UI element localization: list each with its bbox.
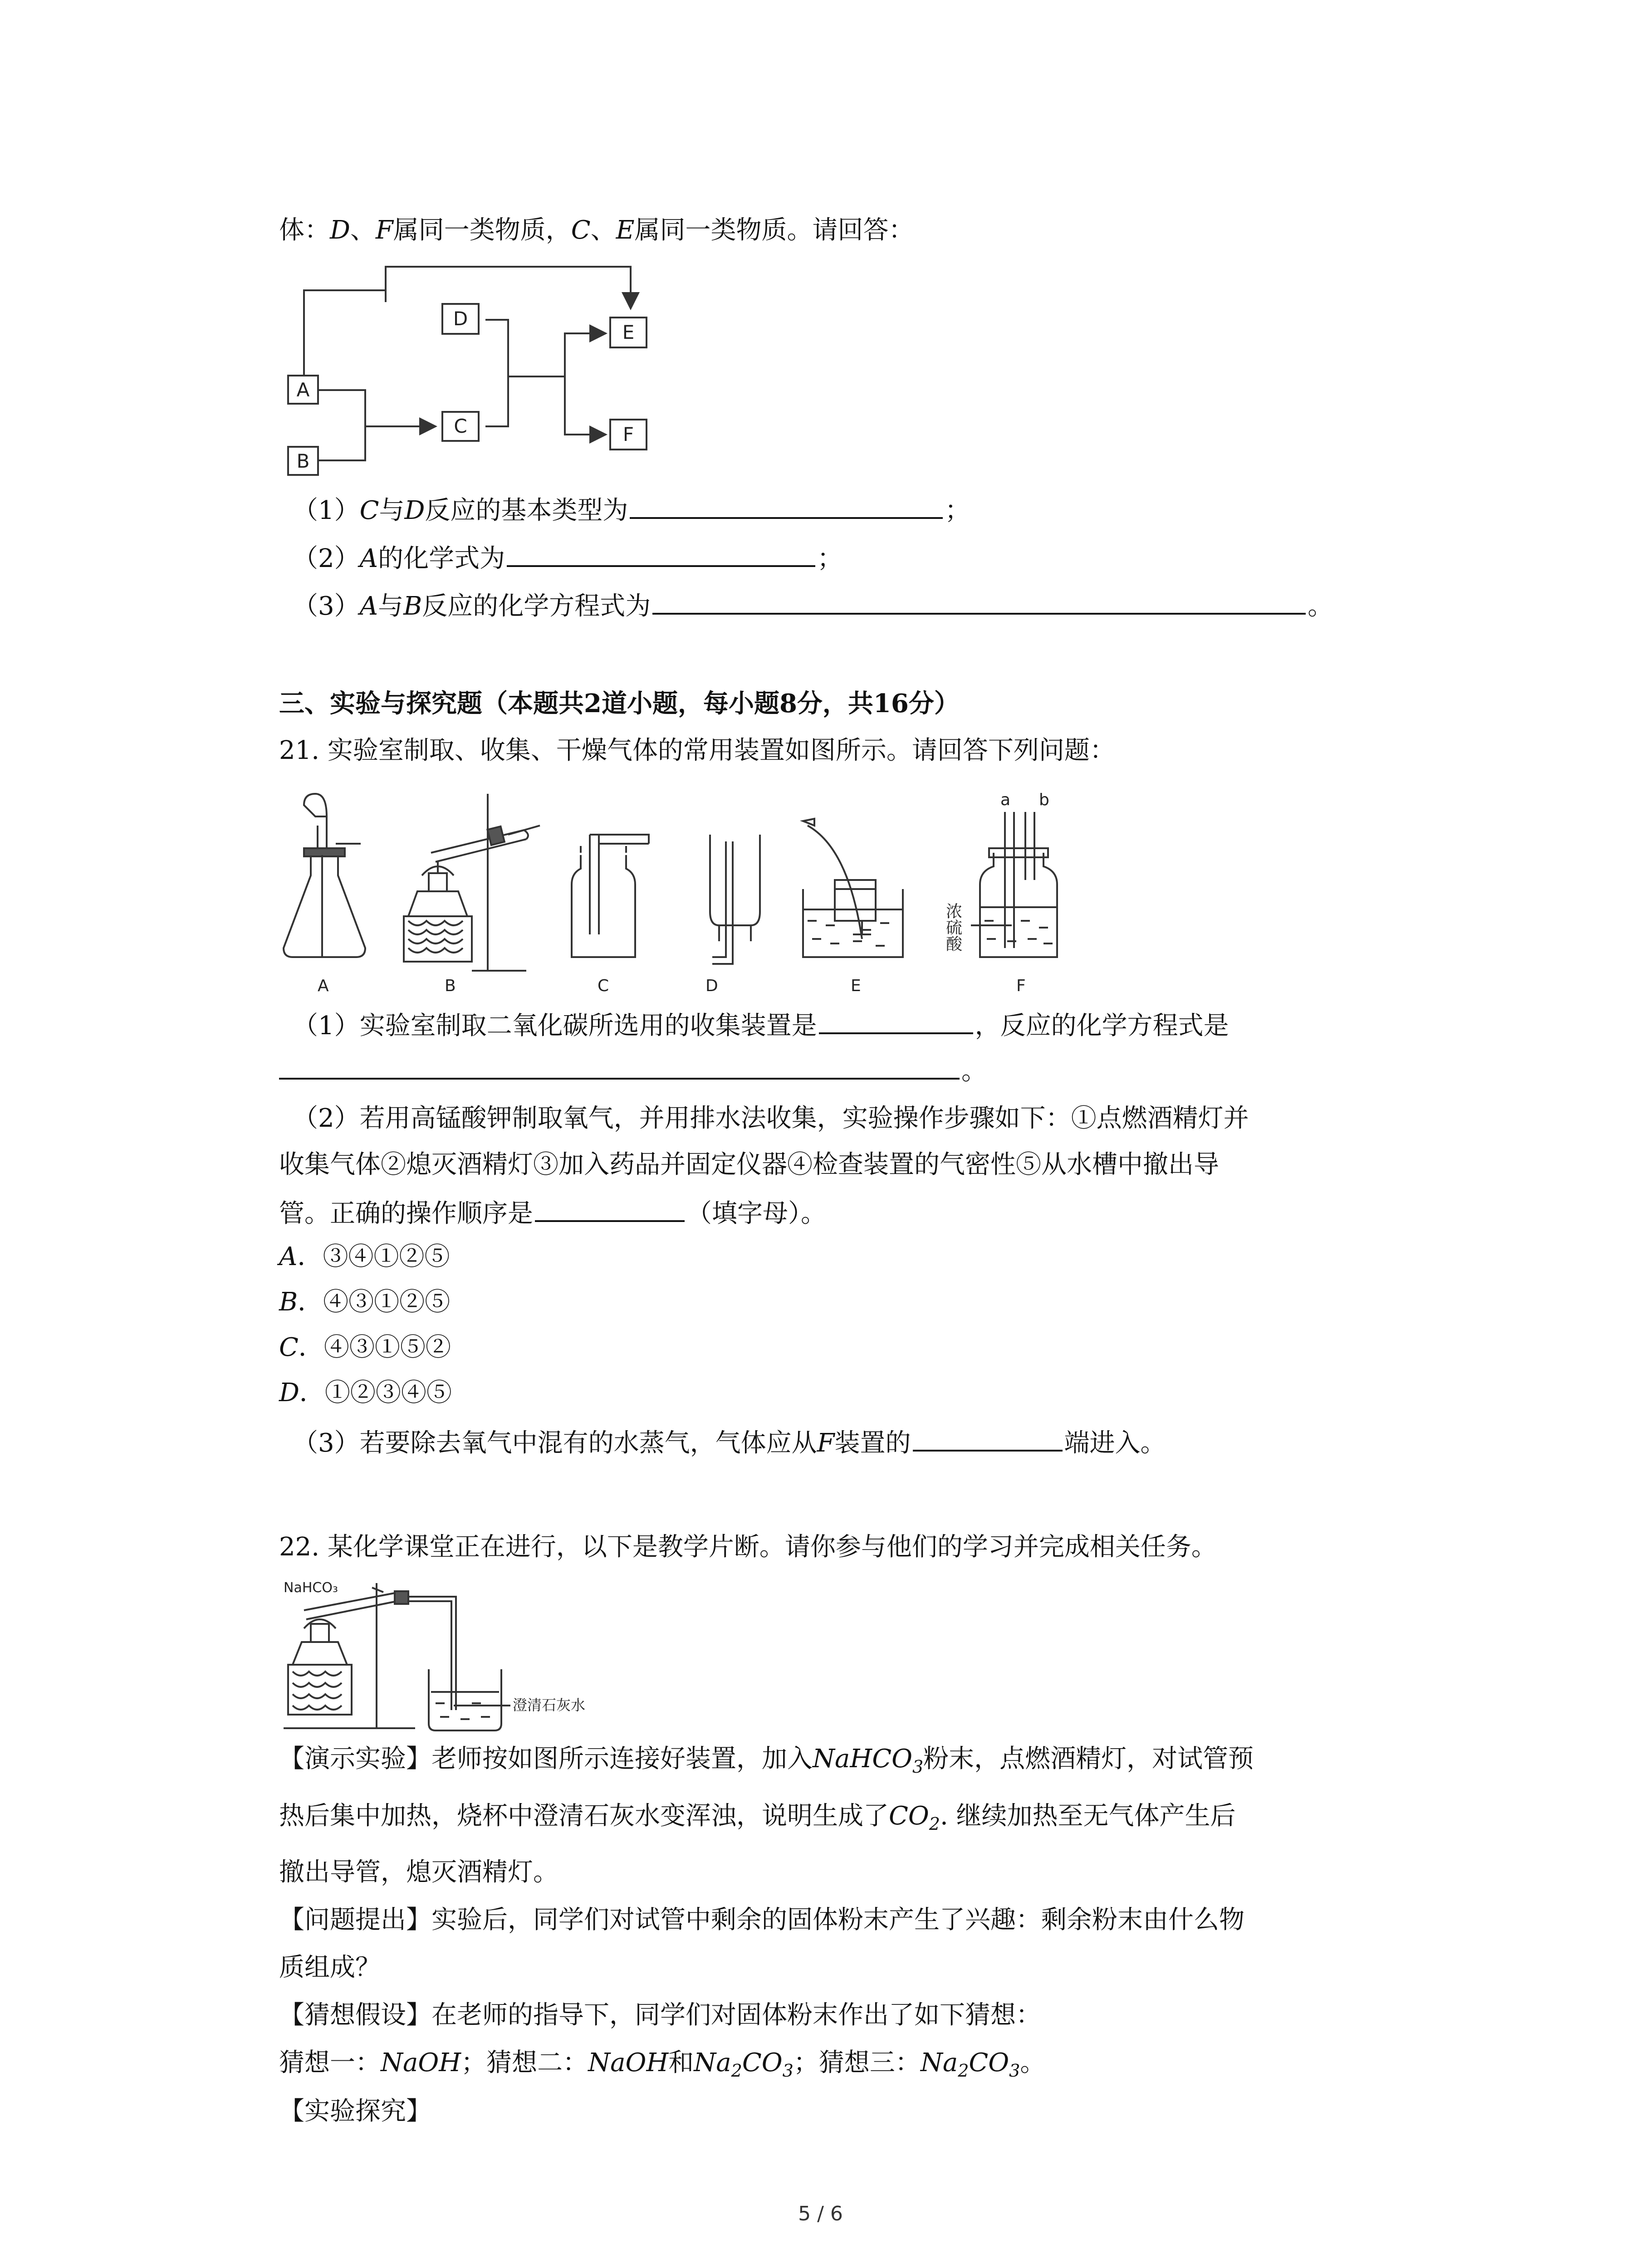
apparatus-f-label: F [1016, 977, 1026, 995]
hyp3-formula-b: CO [969, 2048, 1009, 2077]
q22-demo-line3: 撤出导管，熄灭酒精灯。 [279, 1857, 558, 1887]
acid-label: 浓硫酸 [943, 903, 962, 952]
box-e-label: E [622, 321, 635, 343]
q21-sub1-end: 。 [961, 1056, 987, 1086]
option-c-text: ．④③①⑤② [298, 1333, 451, 1362]
page-number: 5 / 6 [798, 2202, 843, 2225]
box-f-label: F [622, 423, 634, 445]
q21-sub1-blank-equation[interactable] [279, 1051, 960, 1080]
q20-sub1-d: D [404, 496, 425, 525]
q21-sub2-line3 [279, 1194, 826, 1231]
hyp2-formula2-a: Na [694, 2048, 731, 2077]
hyp-end: 。 [1020, 2048, 1046, 2077]
fig-label-limewater: 澄清石灰水 [513, 1696, 586, 1714]
q20-intro-end: 属同一类物质。请回答： [634, 215, 914, 245]
apparatus-b-label: B [445, 977, 456, 995]
q20-sub3-mid: 与 [378, 591, 404, 621]
q20-sub2 [293, 539, 843, 576]
option-d-text: ．①②③④⑤ [299, 1378, 452, 1408]
q20-sub3-a: A [359, 591, 378, 621]
fig-label-nahco3: NaHCO₃ [284, 1580, 338, 1596]
q20-intro-d: D [330, 215, 350, 245]
hyp2-formula2-sub1: 2 [731, 2061, 742, 2081]
q21-sub2-line1: （2）若用高锰酸钾制取氧气，并用排水法收集，实验操作步骤如下：①点燃酒精灯并 [293, 1104, 1249, 1133]
q20-intro-prefix: 体： [279, 215, 330, 245]
f-tube-a-label: a [1000, 791, 1011, 809]
q20-sub3-answer-blank[interactable] [652, 587, 1306, 615]
q21-sub3-answer-blank[interactable] [913, 1423, 1063, 1452]
q20-intro-c: C [571, 215, 591, 245]
q22-demo-text-b: 粉末，点燃酒精灯，对试管预 [923, 1744, 1254, 1774]
q22-hypothesis-intro: 【猜想假设】在老师的指导下，同学们对固体粉末作出了如下猜想： [279, 2000, 1041, 2030]
q22-demo-formula-sub: 3 [912, 1757, 924, 1777]
q22-hypotheses [279, 2046, 1045, 2088]
q21-sub3-text-a: （3）若要除去氧气中混有的水蒸气，气体应从 [293, 1428, 817, 1458]
q21-sub3-text-b: 装置的 [834, 1428, 911, 1458]
box-a-label: A [296, 379, 310, 401]
box-b-label: B [296, 450, 310, 472]
q21-sub3-f: F [817, 1428, 835, 1458]
q21-sub2-answer-blank[interactable] [535, 1194, 685, 1222]
q20-intro [279, 213, 914, 248]
q20-intro-e: E [616, 215, 635, 245]
apparatus-e-label: E [851, 977, 861, 995]
hyp2-label: ；猜想二： [461, 2048, 588, 2077]
q20-sub3-num: （3） [293, 591, 360, 621]
hyp3-formula-sub1: 2 [958, 2061, 969, 2081]
hyp3-formula-a: Na [920, 2048, 958, 2077]
q21-sub1 [293, 1006, 1229, 1043]
q22-demo2-text-b: . 继续加热至无气体产生后 [940, 1801, 1236, 1831]
q20-sub3-text: 反应的化学方程式为 [422, 591, 651, 621]
apparatus-a-label: A [318, 977, 329, 995]
q20-sub3-b: B [403, 591, 422, 621]
q21-sub1-line2 [279, 1051, 987, 1089]
section3-heading: 三、实验与探究题（本题共2道小题，每小题8分，共16分） [279, 689, 960, 719]
q22-demo2-text-a: 热后集中加热，烧杯中澄清石灰水变浑浊，说明生成了 [279, 1801, 889, 1831]
q21-sub1-text-a: （1）实验室制取二氧化碳所选用的收集装置是 [293, 1011, 817, 1041]
option-b-letter: B [279, 1287, 298, 1317]
q20-sub1-c: C [359, 496, 379, 525]
q20-sub2-text: 的化学式为 [378, 544, 505, 573]
q21-apparatus-figure [272, 785, 1098, 998]
q21-sub2-line2: 收集气体②熄灭酒精灯③加入药品并固定仪器④检查装置的气密性⑤从水槽中撤出导 [279, 1150, 1219, 1179]
hyp1-formula: NaOH [381, 2048, 461, 2077]
q20-sub2-end: ； [817, 544, 843, 573]
box-d-label: D [453, 308, 468, 330]
q20-intro-sep1: 、 [350, 215, 376, 245]
apparatus-c-label: C [598, 977, 609, 995]
q20-sub2-answer-blank[interactable] [507, 539, 815, 567]
q22-demo-text-a: 【演示实验】老师按如图所示连接好装置，加入 [279, 1744, 813, 1774]
hyp1-label: 猜想一： [279, 2048, 381, 2077]
q20-intro-sep2: 、 [590, 215, 616, 245]
q20-sub2-a: A [359, 544, 378, 573]
q20-sub1-mid: 与 [379, 496, 405, 525]
option-d[interactable] [279, 1376, 452, 1410]
q22-demo2-formula-sub: 2 [929, 1814, 940, 1834]
q20-sub1-num: （1） [293, 496, 360, 525]
q20-sub3-end: 。 [1308, 591, 1333, 621]
q20-intro-mid: 属同一类物质， [393, 215, 571, 245]
q20-sub1 [293, 491, 970, 528]
q20-sub3 [293, 587, 1333, 624]
q20-intro-f: F [375, 215, 393, 245]
q22-question-line1: 【问题提出】实验后，同学们对试管中剩余的固体粉末产生了兴趣：剩余粉末由什么物 [279, 1905, 1244, 1935]
q20-sub1-end: ； [945, 496, 970, 525]
q20-sub1-text: 反应的基本类型为 [425, 496, 628, 525]
q22-stem: 22. 某化学课堂正在进行，以下是教学片断。请你参与他们的学习并完成相关任务。 [279, 1532, 1217, 1562]
hyp2-formula2-b: CO [742, 2048, 783, 2077]
q20-sub2-num: （2） [293, 544, 360, 573]
q22-demo-formula: NaHCO [813, 1744, 912, 1774]
hyp3-label: ；猜想三： [793, 2048, 921, 2077]
q21-sub2-text: 管。正确的操作顺序是 [279, 1199, 533, 1228]
apparatus-d-label: D [705, 977, 718, 995]
f-tube-b-label: b [1039, 791, 1049, 809]
hyp3-formula-sub2: 3 [1009, 2061, 1020, 2081]
option-b[interactable] [279, 1285, 450, 1320]
q21-sub1-blank-apparatus[interactable] [819, 1006, 973, 1034]
option-c[interactable] [279, 1330, 451, 1365]
q21-sub1-text-b: ，反应的化学方程式是 [975, 1011, 1229, 1041]
hyp2-formula1: NaOH [588, 2048, 669, 2077]
option-a-letter: A [279, 1242, 298, 1271]
q22-question-line2: 质组成？ [279, 1953, 381, 1982]
q21-sub3 [293, 1423, 1166, 1461]
option-a[interactable] [279, 1240, 450, 1274]
q22-demo-line1 [279, 1742, 1254, 1784]
option-c-letter: C [279, 1333, 299, 1362]
q20-relation-diagram [272, 259, 671, 485]
q21-sub2-hint: （填字母）。 [686, 1199, 826, 1228]
option-a-text: ．③④①②⑤ [297, 1242, 450, 1271]
q21-stem: 21. 实验室制取、收集、干燥气体的常用装置如图所示。请回答下列问题： [279, 736, 1115, 765]
box-c-label: C [454, 415, 467, 437]
q21-sub3-text-c: 端进入。 [1064, 1428, 1166, 1458]
hyp2-formula2-sub2: 3 [782, 2061, 794, 2081]
q20-sub1-answer-blank[interactable] [630, 491, 943, 519]
q22-explore-heading: 【实验探究】 [279, 2097, 431, 2126]
option-d-letter: D [279, 1378, 299, 1408]
hyp2-and: 和 [668, 2048, 694, 2077]
option-b-text: ．④③①②⑤ [298, 1287, 451, 1317]
q22-demo-line2 [279, 1799, 1236, 1841]
q22-demo2-formula: CO [889, 1801, 929, 1831]
q22-apparatus-figure [279, 1574, 624, 1742]
